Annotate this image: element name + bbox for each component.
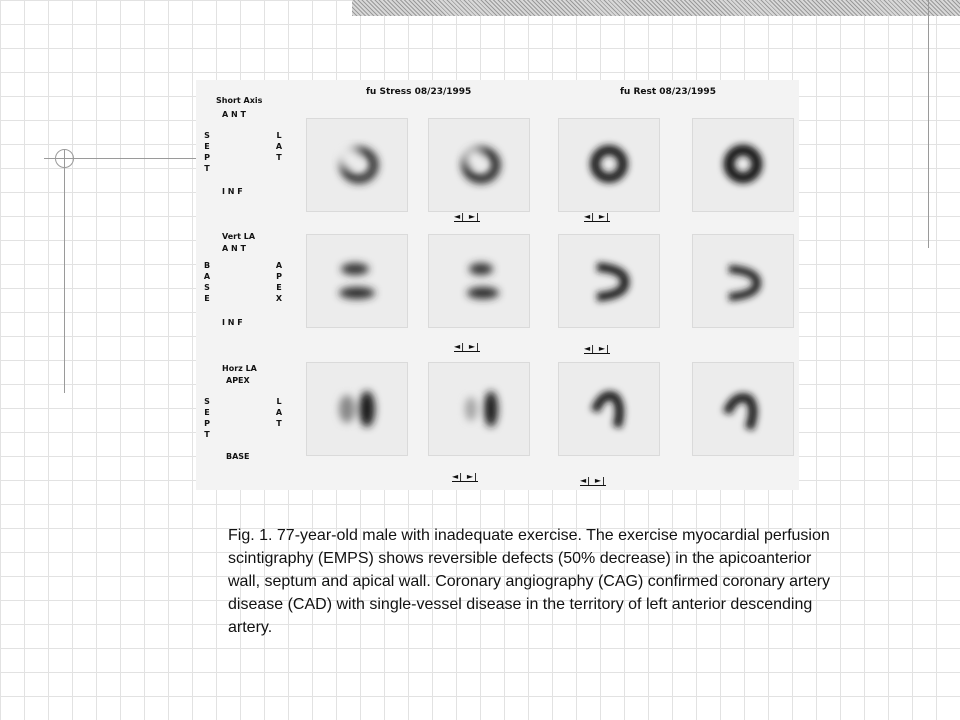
stress-horizontal-la-image-2	[428, 362, 530, 456]
scale-marker: ◄| ►|	[454, 212, 480, 221]
scale-marker: ◄| ►|	[580, 476, 606, 485]
scale-marker: ◄| ►|	[454, 342, 480, 351]
row-title: Horz LA	[222, 364, 257, 373]
rest-horizontal-la-image-1	[558, 362, 660, 456]
rest-short-axis-image-1	[558, 118, 660, 212]
scale-marker: ◄| ►|	[584, 344, 610, 353]
left-orientation-label: BASE	[203, 261, 211, 303]
decorative-vertical-line-left	[64, 150, 65, 393]
bottom-orientation-label: BASE	[226, 452, 250, 461]
stress-short-axis-image-1	[306, 118, 408, 212]
scale-marker: ◄| ►|	[584, 212, 610, 221]
row-title: Vert LA	[222, 232, 256, 241]
left-orientation-label: SEPT	[204, 397, 210, 439]
rest-horizontal-la-image-2	[692, 362, 794, 456]
decorative-circle	[55, 149, 74, 168]
right-orientation-label: LAT	[275, 131, 283, 162]
top-orientation-label: A N T	[222, 110, 246, 119]
stress-horizontal-la-image-1	[306, 362, 408, 456]
stress-vertical-la-image-2	[428, 234, 530, 328]
bottom-orientation-label: I N F	[222, 318, 243, 327]
decorative-vertical-line	[928, 0, 929, 248]
rest-header: fu Rest 08/23/1995	[620, 87, 716, 97]
figure-caption: Fig. 1. 77-year-old male with inadequate exercise. The exercise myocardial perfusion scintigraphy (EMPS) shows reversible defects (50% decrease) in the apicoanterior wall, septum and apical wall. Coronary angiography (CAG) confirmed coronary artery disease (CAD) with single-vessel disease in the territory of left anterior descending artery.	[228, 527, 831, 636]
top-orientation-label: A N T	[222, 244, 246, 253]
right-orientation-label: APEX	[275, 261, 283, 303]
stress-short-axis-image-2	[428, 118, 530, 212]
rest-short-axis-image-2	[692, 118, 794, 212]
scale-marker: ◄| ►|	[452, 472, 478, 481]
right-orientation-label: LAT	[275, 397, 283, 428]
row-title: Short Axis	[216, 96, 263, 105]
scintigraphy-figure	[196, 80, 799, 490]
rest-vertical-la-image-2	[692, 234, 794, 328]
rest-vertical-la-image-1	[558, 234, 660, 328]
left-orientation-label: SEPT	[204, 131, 210, 173]
stress-header: fu Stress 08/23/1995	[366, 87, 472, 97]
decorative-hatch-bar	[352, 0, 960, 16]
top-orientation-label: APEX	[226, 376, 250, 385]
bottom-orientation-label: I N F	[222, 187, 243, 196]
stress-vertical-la-image-1	[306, 234, 408, 328]
